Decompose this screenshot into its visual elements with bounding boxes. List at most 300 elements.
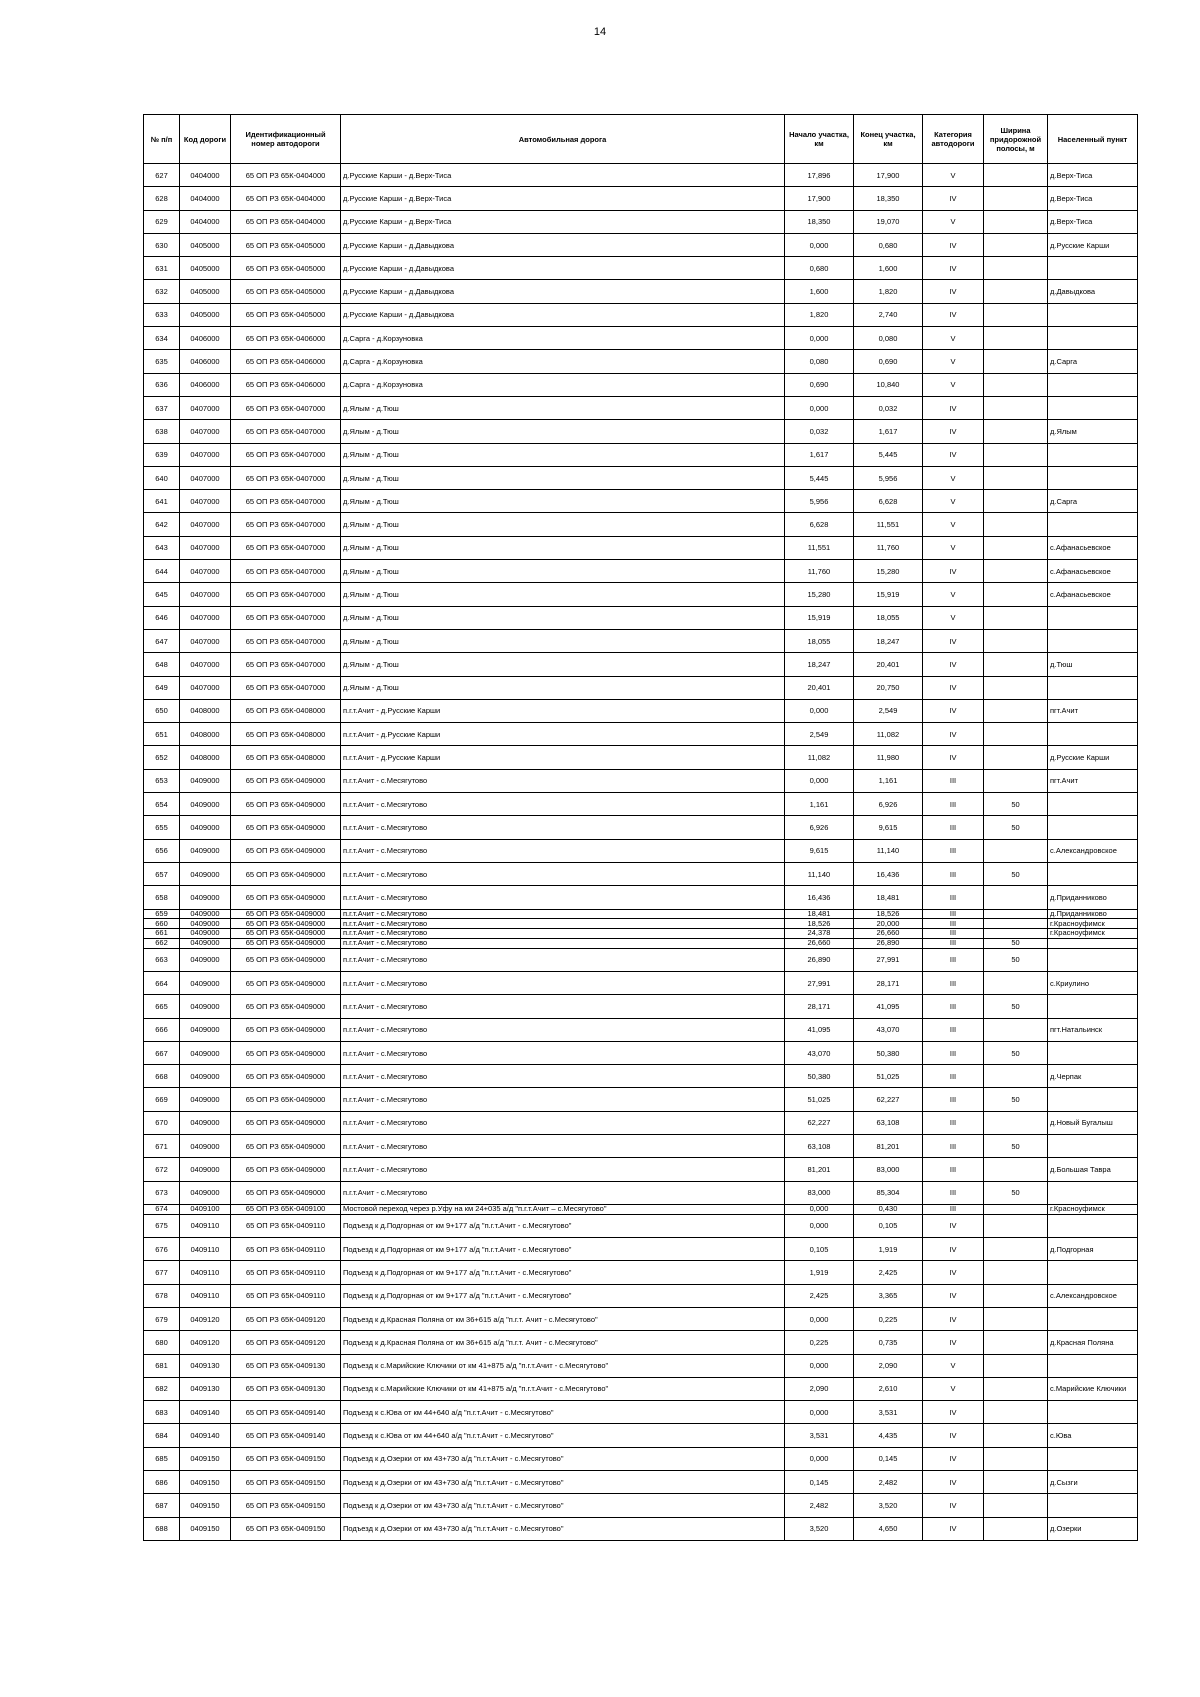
section-end: 11,140 (854, 839, 923, 862)
row-num: 638 (144, 420, 180, 443)
road-name: Мостовой переход через р.Уфу на км 24+035 а/д "п.г.т.Ачит – с.Месягутово" (341, 1204, 785, 1214)
road-name: д.Русские Карши - д.Давыдкова (341, 233, 785, 256)
row-num: 648 (144, 653, 180, 676)
road-category: III (923, 1111, 984, 1134)
table-row (144, 513, 1138, 536)
table-row (144, 257, 1138, 280)
road-name: п.г.т.Ачит - с.Месягутово (341, 793, 785, 816)
road-category: IV (923, 1214, 984, 1237)
row-num: 663 (144, 948, 180, 971)
row-num: 667 (144, 1041, 180, 1064)
table-row (144, 629, 1138, 652)
road-ident: 65 ОП РЗ 65К-0408000 (231, 723, 341, 746)
section-end: 19,070 (854, 210, 923, 233)
settlement (1048, 606, 1138, 629)
row-num: 646 (144, 606, 180, 629)
section-end: 18,055 (854, 606, 923, 629)
road-code: 0409110 (180, 1214, 231, 1237)
road-ident: 65 ОП РЗ 65К-0406000 (231, 327, 341, 350)
section-start: 3,520 (785, 1517, 854, 1540)
road-name: п.г.т.Ачит - с.Месягутово (341, 948, 785, 971)
row-num: 628 (144, 187, 180, 210)
row-num: 679 (144, 1307, 180, 1330)
section-end: 0,105 (854, 1214, 923, 1237)
row-num: 635 (144, 350, 180, 373)
road-category: III (923, 793, 984, 816)
section-start: 0,145 (785, 1471, 854, 1494)
settlement: с.Юва (1048, 1424, 1138, 1447)
road-code: 0409000 (180, 1135, 231, 1158)
section-end: 17,900 (854, 164, 923, 187)
road-code: 0409000 (180, 938, 231, 948)
road-name: п.г.т.Ачит - с.Месягутово (341, 816, 785, 839)
road-ident: 65 ОП РЗ 65К-0409140 (231, 1424, 341, 1447)
row-num: 652 (144, 746, 180, 769)
road-code: 0405000 (180, 280, 231, 303)
header-code: Код дороги (180, 115, 231, 164)
road-code: 0404000 (180, 164, 231, 187)
road-name: Подъезд к с.Марийские Ключики от км 41+875 а/д "п.г.т.Ачит - с.Месягутово" (341, 1354, 785, 1377)
road-name: п.г.т.Ачит - с.Месягутово (341, 1018, 785, 1041)
table-body (144, 164, 1138, 1541)
road-ident: 65 ОП РЗ 65К-0409130 (231, 1377, 341, 1400)
section-start: 0,000 (785, 327, 854, 350)
section-start: 2,090 (785, 1377, 854, 1400)
table-row (144, 816, 1138, 839)
roadside-width: 50 (984, 938, 1048, 948)
road-code: 0407000 (180, 396, 231, 419)
table-row (144, 443, 1138, 466)
settlement: д.Новый Бугалыш (1048, 1111, 1138, 1134)
road-name: д.Ялым - д.Тюш (341, 490, 785, 513)
section-end: 5,956 (854, 466, 923, 489)
section-end: 2,482 (854, 1471, 923, 1494)
road-category: V (923, 583, 984, 606)
roadside-width (984, 560, 1048, 583)
road-category: IV (923, 1517, 984, 1540)
road-category: III (923, 971, 984, 994)
road-name: п.г.т.Ачит - с.Месягутово (341, 1135, 785, 1158)
road-category: V (923, 327, 984, 350)
table-row (144, 396, 1138, 419)
road-category: IV (923, 746, 984, 769)
road-name: Подъезд к д.Красная Поляна от км 36+615 а/д "п.г.т. Ачит - с.Месягутово" (341, 1331, 785, 1354)
settlement: д.Озерки (1048, 1517, 1138, 1540)
table-row (144, 676, 1138, 699)
road-ident: 65 ОП РЗ 65К-0409000 (231, 1135, 341, 1158)
road-code: 0409000 (180, 793, 231, 816)
section-end: 50,380 (854, 1041, 923, 1064)
settlement (1048, 629, 1138, 652)
road-code: 0409000 (180, 995, 231, 1018)
table-row (144, 1238, 1138, 1261)
section-start: 5,445 (785, 466, 854, 489)
road-code: 0408000 (180, 746, 231, 769)
road-name: Подъезд к д.Озерки от км 43+730 а/д "п.г.т.Ачит - с.Месягутово" (341, 1447, 785, 1470)
section-start: 0,000 (785, 769, 854, 792)
road-name: Подъезд к д.Подгорная от км 9+177 а/д "п.г.т.Ачит - с.Месягутово" (341, 1238, 785, 1261)
road-ident: 65 ОП РЗ 65К-0407000 (231, 629, 341, 652)
roadside-width (984, 1065, 1048, 1088)
road-name: п.г.т.Ачит - с.Месягутово (341, 929, 785, 939)
section-start: 63,108 (785, 1135, 854, 1158)
section-end: 0,145 (854, 1447, 923, 1470)
roadside-width (984, 396, 1048, 419)
roadside-width (984, 1307, 1048, 1330)
settlement: д.Верх-Тиса (1048, 164, 1138, 187)
section-start: 0,000 (785, 1204, 854, 1214)
section-end: 16,436 (854, 862, 923, 885)
road-ident: 65 ОП РЗ 65К-0407000 (231, 560, 341, 583)
table-row (144, 909, 1138, 919)
section-end: 15,919 (854, 583, 923, 606)
row-num: 681 (144, 1354, 180, 1377)
row-num: 686 (144, 1471, 180, 1494)
section-start: 18,350 (785, 210, 854, 233)
road-ident: 65 ОП РЗ 65К-0409110 (231, 1261, 341, 1284)
header-width: Ширина придорожной полосы, м (984, 115, 1048, 164)
section-start: 11,551 (785, 536, 854, 559)
section-start: 0,000 (785, 396, 854, 419)
row-num: 682 (144, 1377, 180, 1400)
roadside-width (984, 1018, 1048, 1041)
table-row (144, 420, 1138, 443)
settlement: д.Верх-Тиса (1048, 210, 1138, 233)
table-row (144, 373, 1138, 396)
section-end: 1,820 (854, 280, 923, 303)
roadside-width (984, 699, 1048, 722)
table-row (144, 1041, 1138, 1064)
table-row (144, 466, 1138, 489)
road-ident: 65 ОП РЗ 65К-0409150 (231, 1494, 341, 1517)
table-row (144, 1214, 1138, 1237)
settlement: д.Давыдкова (1048, 280, 1138, 303)
table-row (144, 1135, 1138, 1158)
section-start: 0,000 (785, 1307, 854, 1330)
road-code: 0405000 (180, 303, 231, 326)
section-end: 62,227 (854, 1088, 923, 1111)
section-start: 11,760 (785, 560, 854, 583)
settlement (1048, 327, 1138, 350)
row-num: 649 (144, 676, 180, 699)
road-code: 0407000 (180, 629, 231, 652)
section-start: 1,617 (785, 443, 854, 466)
row-num: 636 (144, 373, 180, 396)
section-end: 0,690 (854, 350, 923, 373)
road-ident: 65 ОП РЗ 65К-0409000 (231, 839, 341, 862)
settlement: пгт.Ачит (1048, 769, 1138, 792)
road-name: Подъезд к с.Юва от км 44+640 а/д "п.г.т.Ачит - с.Месягутово" (341, 1401, 785, 1424)
table-row (144, 948, 1138, 971)
road-code: 0407000 (180, 490, 231, 513)
road-category: III (923, 929, 984, 939)
row-num: 633 (144, 303, 180, 326)
row-num: 629 (144, 210, 180, 233)
road-code: 0409000 (180, 816, 231, 839)
road-ident: 65 ОП РЗ 65К-0405000 (231, 257, 341, 280)
road-name: п.г.т.Ачит - с.Месягутово (341, 1158, 785, 1181)
road-category: V (923, 210, 984, 233)
section-start: 81,201 (785, 1158, 854, 1181)
road-ident: 65 ОП РЗ 65К-0407000 (231, 396, 341, 419)
road-ident: 65 ОП РЗ 65К-0408000 (231, 699, 341, 722)
roadside-width (984, 1261, 1048, 1284)
settlement (1048, 443, 1138, 466)
settlement: с.Александровское (1048, 1284, 1138, 1307)
road-code: 0409100 (180, 1204, 231, 1214)
table-row (144, 1018, 1138, 1041)
road-category: IV (923, 257, 984, 280)
settlement: д.Приданниково (1048, 886, 1138, 909)
row-num: 655 (144, 816, 180, 839)
section-end: 2,610 (854, 1377, 923, 1400)
road-code: 0407000 (180, 653, 231, 676)
road-ident: 65 ОП РЗ 65К-0409000 (231, 948, 341, 971)
road-category: IV (923, 1307, 984, 1330)
road-code: 0407000 (180, 560, 231, 583)
table-row (144, 653, 1138, 676)
road-name: Подъезд к д.Красная Поляна от км 36+615 а/д "п.г.т. Ачит - с.Месягутово" (341, 1307, 785, 1330)
settlement (1048, 723, 1138, 746)
road-name: п.г.т.Ачит - с.Месягутово (341, 995, 785, 1018)
road-name: д.Русские Карши - д.Давыдкова (341, 303, 785, 326)
road-code: 0409130 (180, 1354, 231, 1377)
settlement (1048, 1447, 1138, 1470)
roadside-width (984, 1204, 1048, 1214)
road-category: IV (923, 560, 984, 583)
road-ident: 65 ОП РЗ 65К-0409110 (231, 1284, 341, 1307)
road-category: III (923, 862, 984, 885)
road-category: V (923, 490, 984, 513)
section-end: 28,171 (854, 971, 923, 994)
roadside-width (984, 536, 1048, 559)
roadside-width (984, 1424, 1048, 1447)
settlement (1048, 396, 1138, 419)
table-row (144, 583, 1138, 606)
road-category: IV (923, 280, 984, 303)
road-ident: 65 ОП РЗ 65К-0404000 (231, 210, 341, 233)
settlement: д.Черпак (1048, 1065, 1138, 1088)
section-end: 1,161 (854, 769, 923, 792)
road-category: IV (923, 233, 984, 256)
road-category: V (923, 1377, 984, 1400)
road-name: п.г.т.Ачит - с.Месягутово (341, 1041, 785, 1064)
road-ident: 65 ОП РЗ 65К-0409130 (231, 1354, 341, 1377)
settlement: д.Русские Карши (1048, 233, 1138, 256)
row-num: 645 (144, 583, 180, 606)
section-end: 20,401 (854, 653, 923, 676)
road-ident: 65 ОП РЗ 65К-0407000 (231, 443, 341, 466)
road-name: д.Ялым - д.Тюш (341, 443, 785, 466)
roadside-width (984, 327, 1048, 350)
road-name: д.Ялым - д.Тюш (341, 396, 785, 419)
settlement: д.Сарга (1048, 350, 1138, 373)
road-name: п.г.т.Ачит - с.Месягутово (341, 909, 785, 919)
road-category: III (923, 948, 984, 971)
table-row (144, 1517, 1138, 1540)
road-category: IV (923, 653, 984, 676)
road-category: IV (923, 676, 984, 699)
row-num: 676 (144, 1238, 180, 1261)
settlement: д.Русские Карши (1048, 746, 1138, 769)
table-row (144, 723, 1138, 746)
settlement: с.Александровское (1048, 839, 1138, 862)
section-end: 41,095 (854, 995, 923, 1018)
row-num: 659 (144, 909, 180, 919)
section-start: 83,000 (785, 1181, 854, 1204)
road-ident: 65 ОП РЗ 65К-0408000 (231, 746, 341, 769)
row-num: 634 (144, 327, 180, 350)
settlement: д.Ялым (1048, 420, 1138, 443)
roadside-width (984, 1471, 1048, 1494)
road-name: д.Русские Карши - д.Верх-Тиса (341, 164, 785, 187)
settlement (1048, 1088, 1138, 1111)
road-ident: 65 ОП РЗ 65К-0407000 (231, 466, 341, 489)
road-code: 0407000 (180, 443, 231, 466)
road-code: 0409150 (180, 1517, 231, 1540)
road-category: III (923, 1041, 984, 1064)
road-category: IV (923, 1424, 984, 1447)
road-code: 0409120 (180, 1331, 231, 1354)
roadside-width: 50 (984, 816, 1048, 839)
row-num: 669 (144, 1088, 180, 1111)
row-num: 688 (144, 1517, 180, 1540)
section-end: 2,425 (854, 1261, 923, 1284)
table-row (144, 1494, 1138, 1517)
road-category: III (923, 1204, 984, 1214)
road-name: Подъезд к с.Юва от км 44+640 а/д "п.г.т.Ачит - с.Месягутово" (341, 1424, 785, 1447)
road-name: д.Русские Карши - д.Верх-Тиса (341, 210, 785, 233)
roadside-width (984, 513, 1048, 536)
table-row (144, 303, 1138, 326)
row-num: 685 (144, 1447, 180, 1470)
table-row (144, 1471, 1138, 1494)
settlement (1048, 1181, 1138, 1204)
road-ident: 65 ОП РЗ 65К-0406000 (231, 350, 341, 373)
road-ident: 65 ОП РЗ 65К-0409000 (231, 1181, 341, 1204)
road-ident: 65 ОП РЗ 65К-0404000 (231, 164, 341, 187)
roadside-width: 50 (984, 1181, 1048, 1204)
road-category: IV (923, 629, 984, 652)
section-start: 3,531 (785, 1424, 854, 1447)
section-end: 11,980 (854, 746, 923, 769)
roadside-width (984, 769, 1048, 792)
section-end: 4,650 (854, 1517, 923, 1540)
road-category: IV (923, 1331, 984, 1354)
road-ident: 65 ОП РЗ 65К-0409140 (231, 1401, 341, 1424)
settlement (1048, 1354, 1138, 1377)
settlement (1048, 373, 1138, 396)
section-start: 0,225 (785, 1331, 854, 1354)
road-code: 0407000 (180, 420, 231, 443)
road-category: III (923, 1018, 984, 1041)
road-name: д.Сарга - д.Корзуновка (341, 350, 785, 373)
table-row (144, 1377, 1138, 1400)
settlement: д.Сызги (1048, 1471, 1138, 1494)
road-ident: 65 ОП РЗ 65К-0409000 (231, 886, 341, 909)
table-row (144, 929, 1138, 939)
table-row (144, 164, 1138, 187)
road-name: д.Ялым - д.Тюш (341, 583, 785, 606)
table-row (144, 1111, 1138, 1134)
road-ident: 65 ОП РЗ 65К-0409000 (231, 1041, 341, 1064)
road-code: 0409000 (180, 948, 231, 971)
section-start: 11,140 (785, 862, 854, 885)
table-row (144, 1354, 1138, 1377)
road-name: д.Ялым - д.Тюш (341, 536, 785, 559)
road-code: 0407000 (180, 676, 231, 699)
road-code: 0409120 (180, 1307, 231, 1330)
road-code: 0409000 (180, 1181, 231, 1204)
section-end: 18,481 (854, 886, 923, 909)
row-num: 683 (144, 1401, 180, 1424)
row-num: 660 (144, 919, 180, 929)
road-category: V (923, 513, 984, 536)
section-end: 18,350 (854, 187, 923, 210)
section-start: 26,660 (785, 938, 854, 948)
road-category: III (923, 1181, 984, 1204)
row-num: 639 (144, 443, 180, 466)
settlement: пгт.Натальинск (1048, 1018, 1138, 1041)
road-name: д.Русские Карши - д.Верх-Тиса (341, 187, 785, 210)
row-num: 671 (144, 1135, 180, 1158)
table-row (144, 1181, 1138, 1204)
settlement (1048, 793, 1138, 816)
settlement (1048, 1261, 1138, 1284)
road-code: 0409000 (180, 1088, 231, 1111)
table-row (144, 536, 1138, 559)
row-num: 657 (144, 862, 180, 885)
roadside-width (984, 1238, 1048, 1261)
section-end: 81,201 (854, 1135, 923, 1158)
section-end: 2,740 (854, 303, 923, 326)
settlement (1048, 1041, 1138, 1064)
road-ident: 65 ОП РЗ 65К-0409150 (231, 1471, 341, 1494)
row-num: 653 (144, 769, 180, 792)
row-num: 687 (144, 1494, 180, 1517)
settlement: с.Криулино (1048, 971, 1138, 994)
section-end: 4,435 (854, 1424, 923, 1447)
table-row (144, 233, 1138, 256)
road-name: д.Ялым - д.Тюш (341, 466, 785, 489)
row-num: 662 (144, 938, 180, 948)
road-category: III (923, 995, 984, 1018)
road-code: 0409000 (180, 971, 231, 994)
table-row (144, 699, 1138, 722)
roadside-width (984, 466, 1048, 489)
roadside-width (984, 443, 1048, 466)
road-ident: 65 ОП РЗ 65К-0409000 (231, 1158, 341, 1181)
road-category: III (923, 1088, 984, 1111)
road-name: Подъезд к д.Озерки от км 43+730 а/д "п.г.т.Ачит - с.Месягутово" (341, 1471, 785, 1494)
settlement: с.Афанасьевское (1048, 536, 1138, 559)
road-name: д.Ялым - д.Тюш (341, 653, 785, 676)
section-end: 3,520 (854, 1494, 923, 1517)
road-category: IV (923, 303, 984, 326)
section-start: 1,919 (785, 1261, 854, 1284)
row-num: 632 (144, 280, 180, 303)
road-category: III (923, 839, 984, 862)
road-name: Подъезд к д.Подгорная от км 9+177 а/д "п.г.т.Ачит - с.Месягутово" (341, 1214, 785, 1237)
roads-table (143, 114, 1138, 1541)
table-row (144, 280, 1138, 303)
table-row (144, 606, 1138, 629)
road-category: III (923, 1158, 984, 1181)
row-num: 678 (144, 1284, 180, 1307)
header-num: № п/п (144, 115, 180, 164)
section-end: 2,090 (854, 1354, 923, 1377)
table-row (144, 1447, 1138, 1470)
